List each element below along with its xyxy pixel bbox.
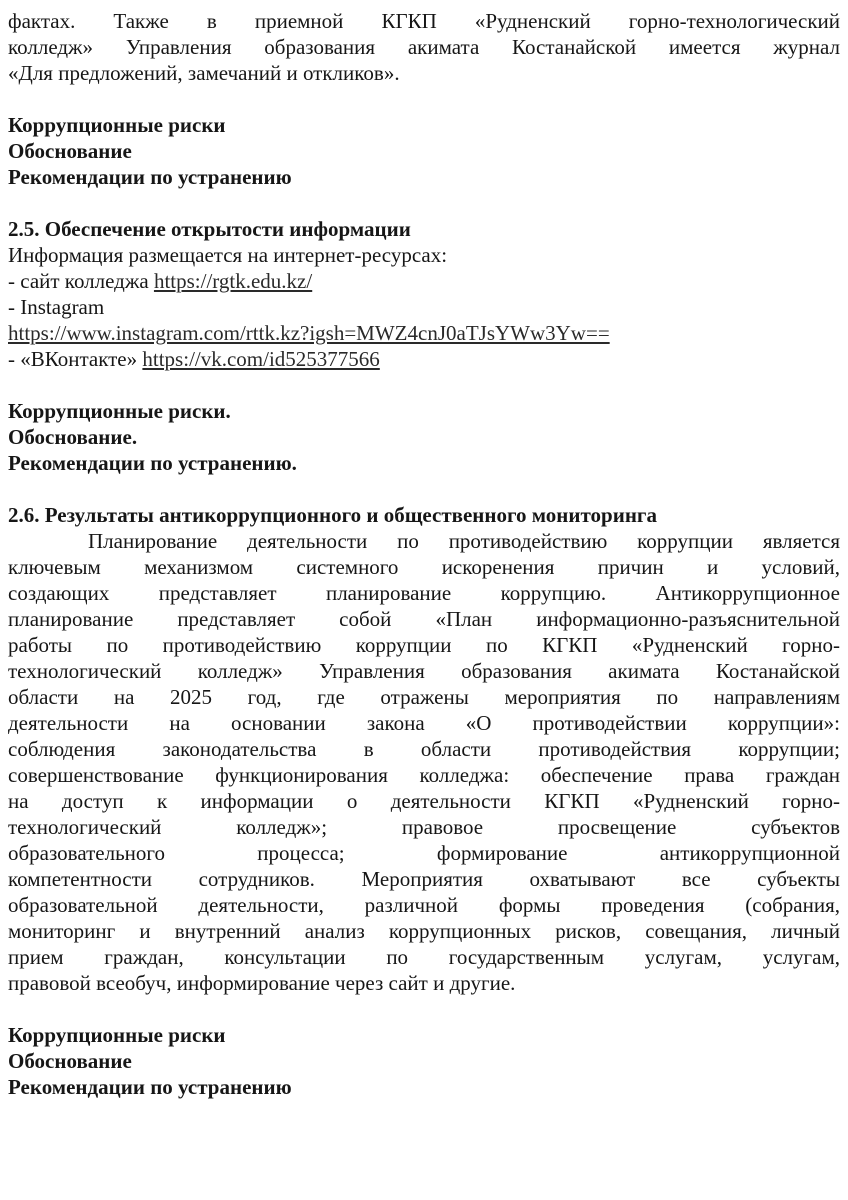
instagram-link[interactable]: https://www.instagram.com/rttk.kz?igsh=MWZ4cnJ0aTJsYWw3Yw==: [8, 321, 610, 345]
paragraph-line: правовой всеобуч, информирование через сайт и другие.: [8, 971, 516, 995]
intro-line: фактах. Также в приемной КГКП «Рудненский горно-технологический: [8, 9, 840, 33]
recommendations-heading: Рекомендации по устранению.: [8, 451, 297, 475]
paragraph-line: прием граждан, консультации по государственным услугам, услугам,: [8, 945, 840, 969]
document-page: [8, 8, 840, 1100]
section-2-6: [8, 502, 840, 996]
paragraph-line: технологический колледж»; правовое просвещение субъектов: [8, 815, 840, 839]
paragraph-line: планирование представляет собой «План информационно-разъяснительной: [8, 607, 840, 631]
intro-line: «Для предложений, замечаний и откликов».: [8, 61, 400, 85]
vk-line: [8, 346, 840, 372]
spacer: [8, 996, 840, 1022]
paragraph-line: образовательной деятельности, различной формы проведения (собрания,: [8, 893, 840, 917]
paragraph-line: создающих представляет планирование коррупцию. Антикоррупционное: [8, 581, 840, 605]
spacer: [8, 372, 840, 398]
intro-line: колледж» Управления образования акимата Костанайской имеется журнал: [8, 35, 840, 59]
section-intro: Информация размещается на интернет-ресурсах:: [8, 243, 448, 267]
spacer: [8, 476, 840, 502]
paragraph-line: работы по противодействию коррупции по КГКП «Рудненский горно-: [8, 633, 840, 657]
section-heading: 2.5. Обеспечение открытости информации: [8, 217, 411, 241]
recommendations-heading: Рекомендации по устранению: [8, 1075, 292, 1099]
vk-label: - «ВКонтакте»: [8, 347, 143, 371]
spacer: [8, 86, 840, 112]
vk-link[interactable]: https://vk.com/id525377566: [142, 347, 380, 371]
risk-block-2: [8, 398, 840, 476]
paragraph-line: мониторинг и внутренний анализ коррупционных рисков, совещания, личный: [8, 919, 840, 943]
paragraph-line: соблюдения законодательства в области противодействия коррупции;: [8, 737, 840, 761]
risks-heading: Коррупционные риски: [8, 113, 226, 137]
paragraph-line: образовательного процесса; формирование антикоррупционной: [8, 841, 840, 865]
risk-block-3: [8, 1022, 840, 1100]
paragraph-line: Планирование деятельности по противодействию коррупции является: [88, 529, 840, 553]
paragraph-line: совершенствование функционирования колледжа: обеспечение права граждан: [8, 763, 840, 787]
site-link[interactable]: https://rgtk.edu.kz/: [153, 269, 313, 293]
risks-heading: Коррупционные риски.: [8, 399, 231, 423]
paragraph-line: на доступ к информации о деятельности КГКП «Рудненский горно-: [8, 789, 840, 813]
basis-heading: Обоснование: [8, 1049, 132, 1073]
paragraph-line: области на 2025 год, где отражены мероприятия по направлениям: [8, 685, 840, 709]
section-2-5: [8, 216, 840, 372]
paragraph-line: деятельности на основании закона «О противодействии коррупции»:: [8, 711, 840, 735]
instagram-label: - Instagram: [8, 295, 105, 319]
recommendations-heading: Рекомендации по устранению: [8, 165, 292, 189]
instagram-line: [8, 320, 840, 346]
basis-heading: Обоснование: [8, 139, 132, 163]
paragraph-line: технологический колледж» Управления образования акимата Костанайской: [8, 659, 840, 683]
site-line: [8, 268, 840, 294]
section-heading: 2.6. Результаты антикоррупционного и общественного мониторинга: [8, 503, 657, 527]
risks-heading: Коррупционные риски: [8, 1023, 226, 1047]
intro-paragraph: [8, 8, 840, 86]
spacer: [8, 190, 840, 216]
risk-block-1: [8, 112, 840, 190]
paragraph-line: ключевым механизмом системного искоренения причин и условий,: [8, 555, 840, 579]
paragraph-line: компетентности сотрудников. Мероприятия охватывают все субъекты: [8, 867, 840, 891]
site-label: - сайт колледжа: [8, 269, 154, 293]
basis-heading: Обоснование.: [8, 425, 138, 449]
